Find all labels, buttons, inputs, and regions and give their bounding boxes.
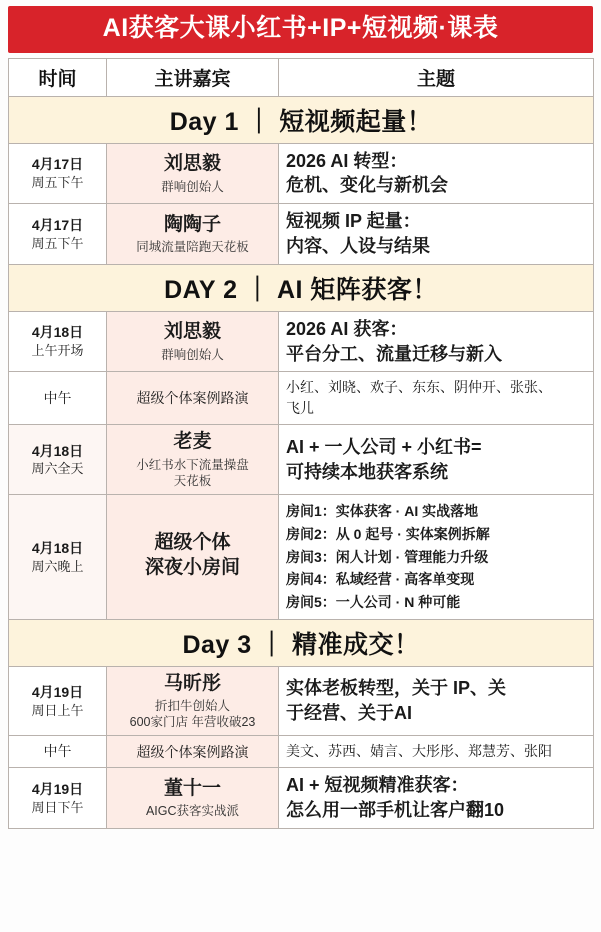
speaker-subtitle: 同城流量陪跑天花板 xyxy=(136,240,249,255)
room-label: 房间1： xyxy=(286,503,336,520)
time-date: 4月19日 xyxy=(31,683,84,700)
header-time: 时间 xyxy=(9,58,107,96)
topic-line: 内容、人设与结果 xyxy=(286,235,430,256)
table-row xyxy=(9,372,594,425)
table-row xyxy=(9,311,594,372)
speaker-name: 刘思毅 xyxy=(163,321,221,343)
topic-line: 危机、变化与新机会 xyxy=(286,175,448,196)
speaker-name: 老麦 xyxy=(173,431,212,453)
cell-speaker xyxy=(107,666,279,736)
time-period: 周五下午 xyxy=(31,175,84,190)
time-period: 周六晚上 xyxy=(31,558,84,574)
room-label: 房间2： xyxy=(286,525,336,542)
table-row xyxy=(9,736,594,768)
table-row xyxy=(9,666,594,736)
cell-topic xyxy=(279,736,594,768)
schedule-table xyxy=(8,58,594,829)
table-header-row xyxy=(9,58,594,96)
cell-time xyxy=(9,204,107,265)
room-label: 房间4： xyxy=(286,571,336,588)
cell-speaker xyxy=(107,311,279,372)
topic-line: AI + 短视频精准获客： xyxy=(286,775,469,796)
speaker-name: 刘思毅 xyxy=(163,152,221,174)
time-date: 4月18日 xyxy=(31,324,84,341)
cell-time xyxy=(9,143,107,204)
cell-topic xyxy=(279,768,594,829)
cell-speaker xyxy=(107,425,279,495)
room-topic: 一人公司 · N 种可能 xyxy=(335,593,461,610)
time-date: 4月18日 xyxy=(31,539,84,556)
cell-topic xyxy=(279,495,594,619)
cell-topic xyxy=(279,143,594,204)
cell-topic xyxy=(279,311,594,372)
table-row xyxy=(9,425,594,495)
cell-time xyxy=(9,495,107,619)
cell-time xyxy=(9,311,107,372)
cell-time xyxy=(9,768,107,829)
day-separator-row xyxy=(9,264,594,311)
room-line xyxy=(286,568,586,591)
day-separator-row xyxy=(9,619,594,666)
cell-speaker xyxy=(107,204,279,265)
cell-speaker xyxy=(107,768,279,829)
day-label: Day 1 ｜ 短视频起量！ xyxy=(9,96,594,143)
room-topic: 实体获客 · AI 实战落地 xyxy=(335,503,479,520)
topic-line: 2026 AI 获客： xyxy=(286,318,408,339)
speaker-name: 超级个体 深夜小房间 xyxy=(144,532,240,578)
room-topic: 从 0 起号 · 实体案例拆解 xyxy=(335,525,490,542)
cell-time xyxy=(9,666,107,736)
speaker-subtitle: 小红书水下流量操盘 天花板 xyxy=(136,458,249,489)
topic-line: 短视频 IP 起量： xyxy=(286,211,421,232)
day-separator-row xyxy=(9,96,594,143)
table-row xyxy=(9,768,594,829)
speaker-subtitle: AIGC获客实战派 xyxy=(145,804,240,819)
time-period: 周日下午 xyxy=(31,799,84,815)
cell-topic xyxy=(279,204,594,265)
table-row xyxy=(9,204,594,265)
time-date: 4月17日 xyxy=(31,156,84,173)
cell-speaker: 超级个体案例路演 xyxy=(107,372,279,425)
topic-line: 实体老板转型，关于 IP、关 xyxy=(286,678,507,699)
speaker-name: 马昕彤 xyxy=(163,672,221,694)
topic-line: 小红、刘晓、欢子、东东、阴仲开、张张、 xyxy=(286,379,552,396)
room-line xyxy=(286,591,586,614)
topic-line: 于经营、关于AI xyxy=(286,702,412,723)
room-line xyxy=(286,546,586,569)
speaker-subtitle: 群响创始人 xyxy=(161,347,224,362)
table-row xyxy=(9,143,594,204)
page-title: AI获客大课小红书+IP+短视频·课表 xyxy=(8,6,593,53)
room-line xyxy=(286,523,586,546)
day-label: Day 3 ｜ 精准成交！ xyxy=(9,619,594,666)
cell-speaker xyxy=(107,143,279,204)
cell-time xyxy=(9,425,107,495)
topic-line: 飞儿 xyxy=(286,400,314,417)
time-date: 4月19日 xyxy=(31,780,84,797)
room-line xyxy=(286,500,586,523)
time-period: 周日上午 xyxy=(31,702,84,718)
speaker-name: 董十一 xyxy=(163,777,221,799)
schedule-table-body xyxy=(9,58,594,828)
cell-speaker: 超级个体案例路演 xyxy=(107,736,279,768)
topic-line: 平台分工、流量迁移与新入 xyxy=(286,343,502,364)
cell-time: 中午 xyxy=(9,736,107,768)
cell-time: 中午 xyxy=(9,372,107,425)
time-date: 4月18日 xyxy=(31,442,84,459)
time-date: 4月17日 xyxy=(31,216,84,233)
topic-line: 2026 AI 转型： xyxy=(286,150,408,171)
header-topic: 主题 xyxy=(279,58,594,96)
time-period: 周五下午 xyxy=(31,235,84,251)
cell-topic xyxy=(279,372,594,425)
cell-topic xyxy=(279,666,594,736)
header-speaker: 主讲嘉宾 xyxy=(107,58,279,96)
day-label: DAY 2 ｜ AI 矩阵获客！ xyxy=(9,264,594,311)
cell-topic xyxy=(279,425,594,495)
cell-speaker xyxy=(107,495,279,619)
table-row xyxy=(9,495,594,619)
room-label: 房间5： xyxy=(286,593,336,610)
topic-line: 怎么用一部手机让客户翻10 xyxy=(286,800,505,821)
topic-line: AI + 一人公司 + 小红书= xyxy=(286,436,482,457)
time-period: 上午开场 xyxy=(31,343,84,359)
room-topic: 闲人计划 · 管理能力升级 xyxy=(335,548,489,565)
speaker-name: 陶陶子 xyxy=(163,213,221,235)
speaker-subtitle: 群响创始人 xyxy=(161,179,224,194)
topic-line: 可持续本地获客系统 xyxy=(286,461,448,482)
speaker-subtitle: 折扣牛创始人 600家门店 年营收破23 xyxy=(129,699,256,730)
room-label: 房间3： xyxy=(286,548,336,565)
time-period: 周六全天 xyxy=(31,461,84,477)
room-topic: 私域经营 · 高客单变现 xyxy=(335,571,475,588)
topic-line: 美文、苏西、婧言、大彤彤、郑慧芳、张阳 xyxy=(286,743,552,760)
